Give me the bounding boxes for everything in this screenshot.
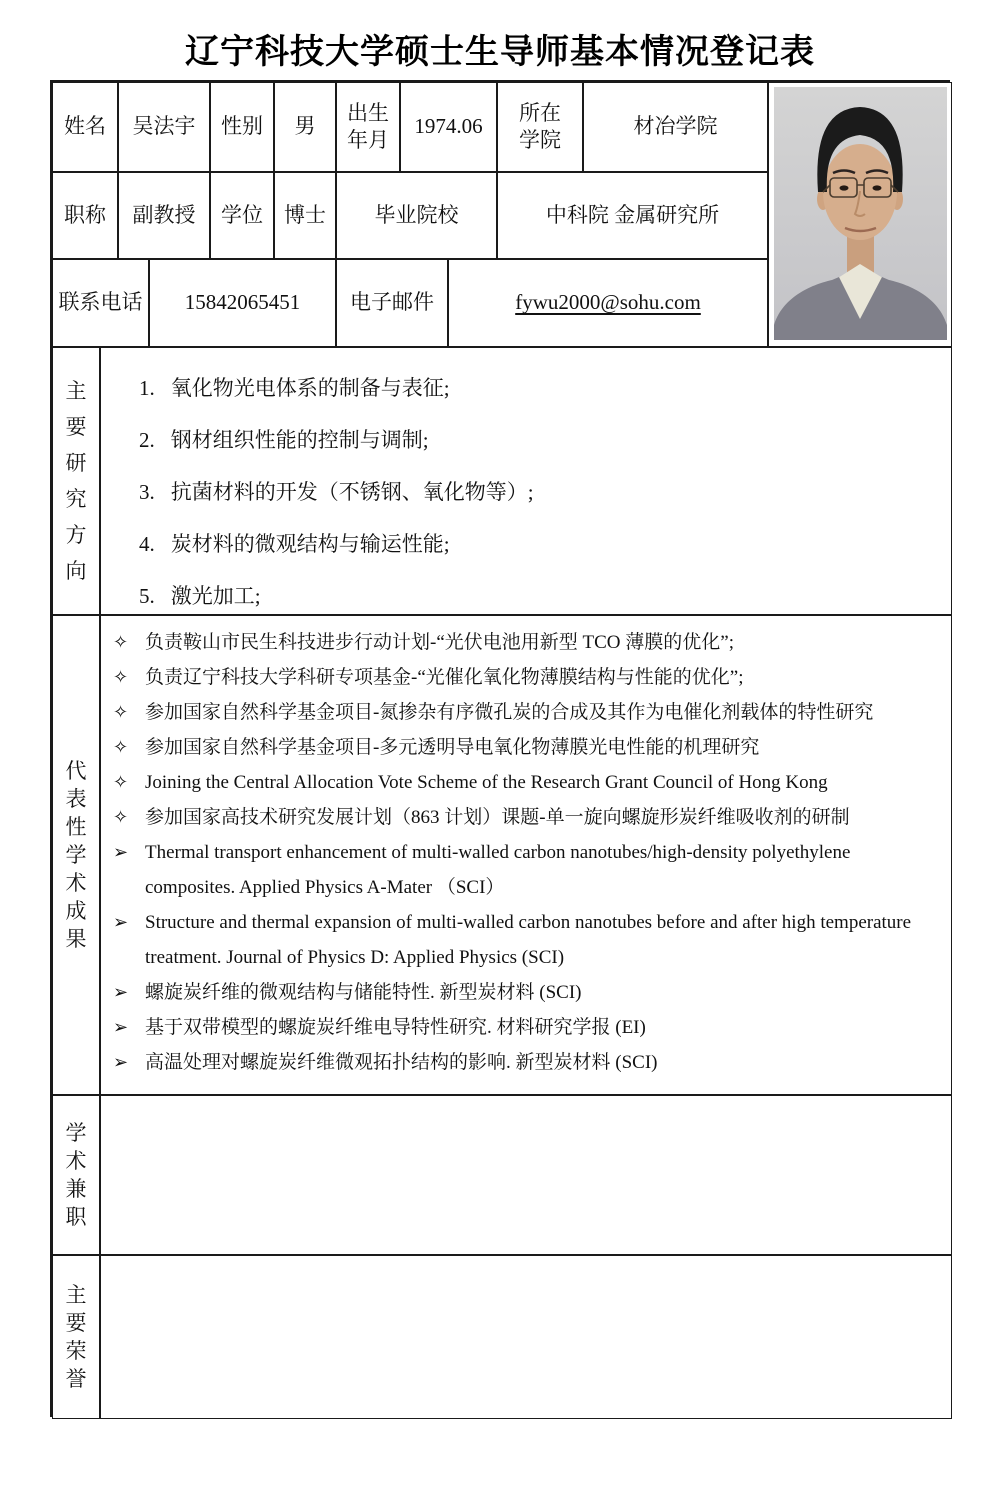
research-section-label: 主要研究方向 — [65, 379, 87, 583]
positions-section-label-cell — [52, 1095, 100, 1255]
achievements-section-label-cell — [52, 615, 100, 1095]
page-title: 辽宁科技大学硕士生导师基本情况登记表 — [185, 34, 815, 71]
achievement-item — [113, 1010, 939, 1045]
four-pointed-star-bullet-icon: ✧ — [113, 667, 129, 687]
research-item — [139, 373, 941, 403]
degree-label: 学位 — [210, 172, 274, 259]
achievement-text: 参加国家自然科学基金项目-氮掺杂有序微孔炭的合成及其作为电催化剂载体的特性研究 — [145, 702, 874, 723]
achievement-item — [113, 730, 939, 765]
honors-section-label: 主要荣誉 — [65, 1283, 87, 1391]
achievement-text: 负责辽宁科技大学科研专项基金-“光催化氧化物薄膜结构与性能的优化”; — [145, 667, 744, 688]
research-list — [101, 348, 951, 630]
birth-label-text: 出生年月 — [347, 100, 389, 152]
form-table — [50, 80, 950, 1417]
achievement-item — [113, 695, 939, 730]
research-section-label-cell — [52, 347, 100, 615]
research-item-number: 3. — [139, 480, 155, 504]
achievement-item — [113, 835, 939, 905]
four-pointed-star-bullet-icon: ✧ — [113, 772, 129, 792]
achievement-text: 负责鞍山市民生科技进步行动计划-“光伏电池用新型 TCO 薄膜的优化”; — [145, 632, 734, 653]
research-item-number: 2. — [139, 428, 155, 452]
college-label — [497, 82, 583, 172]
school-label: 毕业院校 — [336, 172, 497, 259]
name-value: 吴法宇 — [118, 82, 210, 172]
phone-value: 15842065451 — [149, 259, 336, 347]
achievement-item — [113, 1045, 939, 1080]
arrowhead-bullet-icon: ➢ — [113, 912, 129, 932]
research-item-number: 1. — [139, 376, 155, 400]
name-label: 姓名 — [52, 82, 118, 172]
arrowhead-bullet-icon: ➢ — [113, 1052, 129, 1072]
four-pointed-star-bullet-icon: ✧ — [113, 737, 129, 757]
arrowhead-bullet-icon: ➢ — [113, 982, 129, 1002]
achievement-item — [113, 625, 939, 660]
honors-content-empty — [100, 1255, 952, 1419]
research-item-text: 氧化物光电体系的制备与表征; — [170, 376, 450, 400]
research-item-text: 激光加工; — [170, 584, 261, 608]
birth-label — [336, 82, 400, 172]
email-label: 电子邮件 — [336, 259, 448, 347]
email-cell — [448, 259, 768, 347]
honors-section-label-cell — [52, 1255, 100, 1419]
achievements-section-label: 代表性学术成果 — [65, 759, 87, 951]
research-item-text: 钢材组织性能的控制与调制; — [170, 428, 429, 452]
gender-label: 性别 — [210, 82, 274, 172]
achievements-content — [100, 615, 952, 1095]
achievement-item — [113, 800, 939, 835]
email-link[interactable]: fywu2000@sohu.com — [515, 290, 701, 315]
research-item-text: 炭材料的微观结构与输运性能; — [170, 532, 450, 556]
achievement-text: Thermal transport enhancement of multi-walled carbon nanotubes/high-density polyethylene composites. Applied Physics A-Mater （SCI） — [145, 842, 851, 898]
arrowhead-bullet-icon: ➢ — [113, 1017, 129, 1037]
phone-label: 联系电话 — [52, 259, 149, 347]
right-eye — [873, 185, 882, 190]
research-item — [139, 581, 941, 611]
photo-cell — [768, 82, 952, 347]
research-item-number: 4. — [139, 532, 155, 556]
achievement-text: Joining the Central Allocation Vote Scheme of the Research Grant Council of Hong Kong — [145, 772, 828, 793]
supervisor-photo — [774, 87, 947, 340]
achievement-text: 参加国家自然科学基金项目-多元透明导电氧化物薄膜光电性能的机理研究 — [145, 737, 760, 758]
achievement-text: 基于双带模型的螺旋炭纤维电导特性研究. 材料研究学报 (EI) — [145, 1017, 646, 1038]
achievements-list — [101, 616, 951, 1084]
left-eye — [840, 185, 849, 190]
research-item — [139, 477, 941, 507]
birth-value: 1974.06 — [400, 82, 497, 172]
research-item — [139, 529, 941, 559]
gender-value: 男 — [274, 82, 336, 172]
school-value: 中科院 金属研究所 — [497, 172, 768, 259]
achievement-item — [113, 905, 939, 975]
achievement-text: 参加国家高技术研究发展计划（863 计划）课题-单一旋向螺旋形炭纤维吸收剂的研制 — [145, 807, 850, 828]
research-item-number: 5. — [139, 584, 155, 608]
degree-value: 博士 — [274, 172, 336, 259]
prof-title-value: 副教授 — [118, 172, 210, 259]
achievement-item — [113, 975, 939, 1010]
arrowhead-bullet-icon: ➢ — [113, 842, 129, 862]
four-pointed-star-bullet-icon: ✧ — [113, 632, 129, 652]
college-value: 材冶学院 — [583, 82, 768, 172]
research-item-text: 抗菌材料的开发（不锈钢、氧化物等）; — [170, 480, 534, 504]
achievement-item — [113, 765, 939, 800]
positions-section-label: 学术兼职 — [65, 1121, 87, 1229]
achievement-item — [113, 660, 939, 695]
four-pointed-star-bullet-icon: ✧ — [113, 807, 129, 827]
positions-content-empty — [100, 1095, 952, 1255]
research-content — [100, 347, 952, 615]
four-pointed-star-bullet-icon: ✧ — [113, 702, 129, 722]
achievement-text: Structure and thermal expansion of multi-walled carbon nanotubes before and after high temperature treatment. Journal of Physics D: Applied Physics (SCI) — [145, 912, 912, 968]
achievement-text: 高温处理对螺旋炭纤维微观拓扑结构的影响. 新型炭材料 (SCI) — [145, 1052, 658, 1073]
achievement-text: 螺旋炭纤维的微观结构与储能特性. 新型炭材料 (SCI) — [145, 982, 582, 1003]
research-item — [139, 425, 941, 455]
college-label-text: 所在学院 — [519, 100, 561, 152]
prof-title-label: 职称 — [52, 172, 118, 259]
